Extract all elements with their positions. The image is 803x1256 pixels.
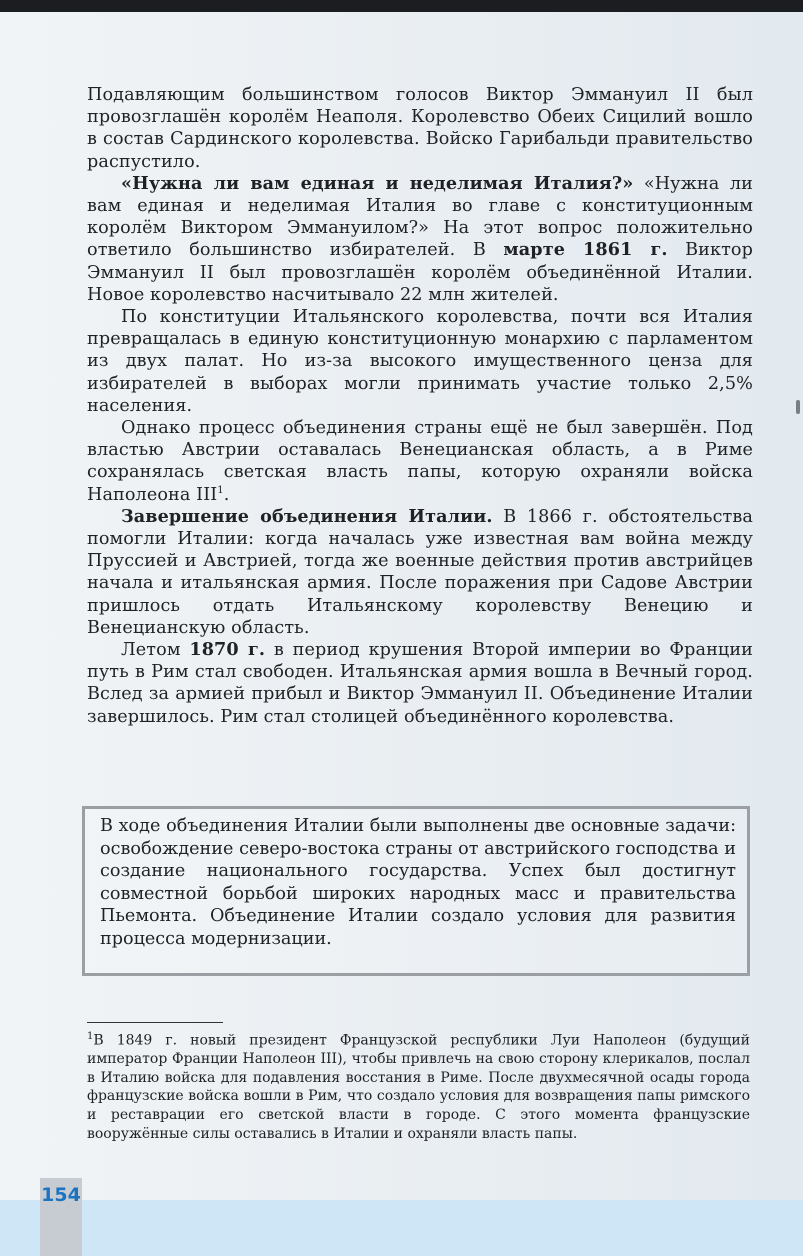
paragraph-1 bbox=[87, 84, 753, 173]
paragraph-2-text: «Нужна ли вам единая и неделимая Италия во главе с конституционным королём Виктором Эммануилом?» На этот вопрос положительно ответило большинство избирателей. bbox=[87, 173, 753, 261]
footnote-reference: 1 bbox=[217, 484, 224, 496]
main-text bbox=[87, 84, 753, 728]
paragraph-2-heading: «Нужна ли вам единая и неделимая Италия?» bbox=[121, 172, 634, 194]
paragraph-3-text: По конституции Итальянского королевства, почти вся Италия превращалась в единую конституционную монархию с парламентом из двух палат. Но из-за высокого имущественного ценза для избирателей в выборах могли принимать участие только 2,5% населения. bbox=[87, 307, 753, 416]
paragraph-1-text: Подавляющим большинством голосов Виктор Эммануил II был провозглашён королём Неаполя. Королевство Обеих Сицилий вошло в состав Сардинского королевства. Войско Гарибальди правительство распустило. bbox=[87, 85, 753, 172]
paragraph-5 bbox=[87, 506, 753, 639]
paragraph-5-text: В 1866 г. обстоятельства помогли Италии: когда началась уже известная вам война между Пруссией и Австрией, тогда же военные действия против австрийцев начала и итальянская армия. После поражения при Садове Австрии пришлось отдать Итальянскому королевству Венецию и Венецианскую область. bbox=[87, 506, 753, 638]
footnote-divider bbox=[87, 1022, 223, 1023]
footnote-text: В 1849 г. новый президент Французской республики Луи Наполеон (будущий император Франции Наполеон III), чтобы привлечь на свою сторону клерикалов, послал в Италию войска для подавления восстания в Риме. После двухмесячной осады города французские войска вошли в Рим, что создало условия для возвращения папы римского и реставрации его светской власти в городе. С этого момента французские вооружённые силы оставались в Италии и охраняли власть папы. bbox=[87, 1032, 750, 1142]
spine-mark bbox=[796, 400, 800, 414]
paragraph-4 bbox=[87, 417, 753, 506]
summary-box-text: В ходе объединения Италии были выполнены две основные задачи: освобождение северо-востока страны от австрийского господства и создание национального государства. Успех был достигнут совместной борьбой широких народных масс и правительства Пьемонта. Объединение Италии создало условия для развития процесса модернизации. bbox=[100, 816, 736, 949]
paragraph-2-text-2: Виктор Эммануил II был провозглашён королём объединённой Италии. Новое королевство насчитывало 22 млн жителей. bbox=[87, 240, 753, 305]
footnote bbox=[87, 1028, 750, 1143]
paragraph-2-date: марте 1861 г. bbox=[503, 239, 668, 261]
paragraph-4-end: . bbox=[223, 484, 230, 505]
paragraph-2 bbox=[87, 173, 753, 306]
paragraph-6-date: 1870 г. bbox=[189, 639, 266, 661]
paragraph-3 bbox=[87, 306, 753, 417]
page-number: 154 bbox=[41, 1184, 81, 1206]
paragraph-4-text: Однако процесс объединения страны ещё не был завершён. Под властью Австрии оставалась Венецианская область, а в Риме сохранялась светская власть папы, которую охраняли войска Наполеона III bbox=[87, 418, 753, 505]
section-heading-completion: Завершение объединения Италии. bbox=[121, 505, 493, 527]
paragraph-6-text: в период крушения Второй империи во Франции путь в Рим стал свободен. Итальянская армия вошла в Вечный город. Вслед за армией прибыл и Виктор Эммануил II. Объединение Италии завершилось. Рим стал столицей объединённого королевства. bbox=[87, 640, 753, 727]
footnote-mark: 1 bbox=[87, 1031, 94, 1042]
paragraph-2-date-prefix: В bbox=[472, 240, 486, 261]
bottom-color-band bbox=[0, 1200, 803, 1256]
top-edge bbox=[0, 0, 803, 12]
paragraph-6 bbox=[87, 639, 753, 728]
paragraph-6-prefix: Летом bbox=[121, 640, 181, 661]
